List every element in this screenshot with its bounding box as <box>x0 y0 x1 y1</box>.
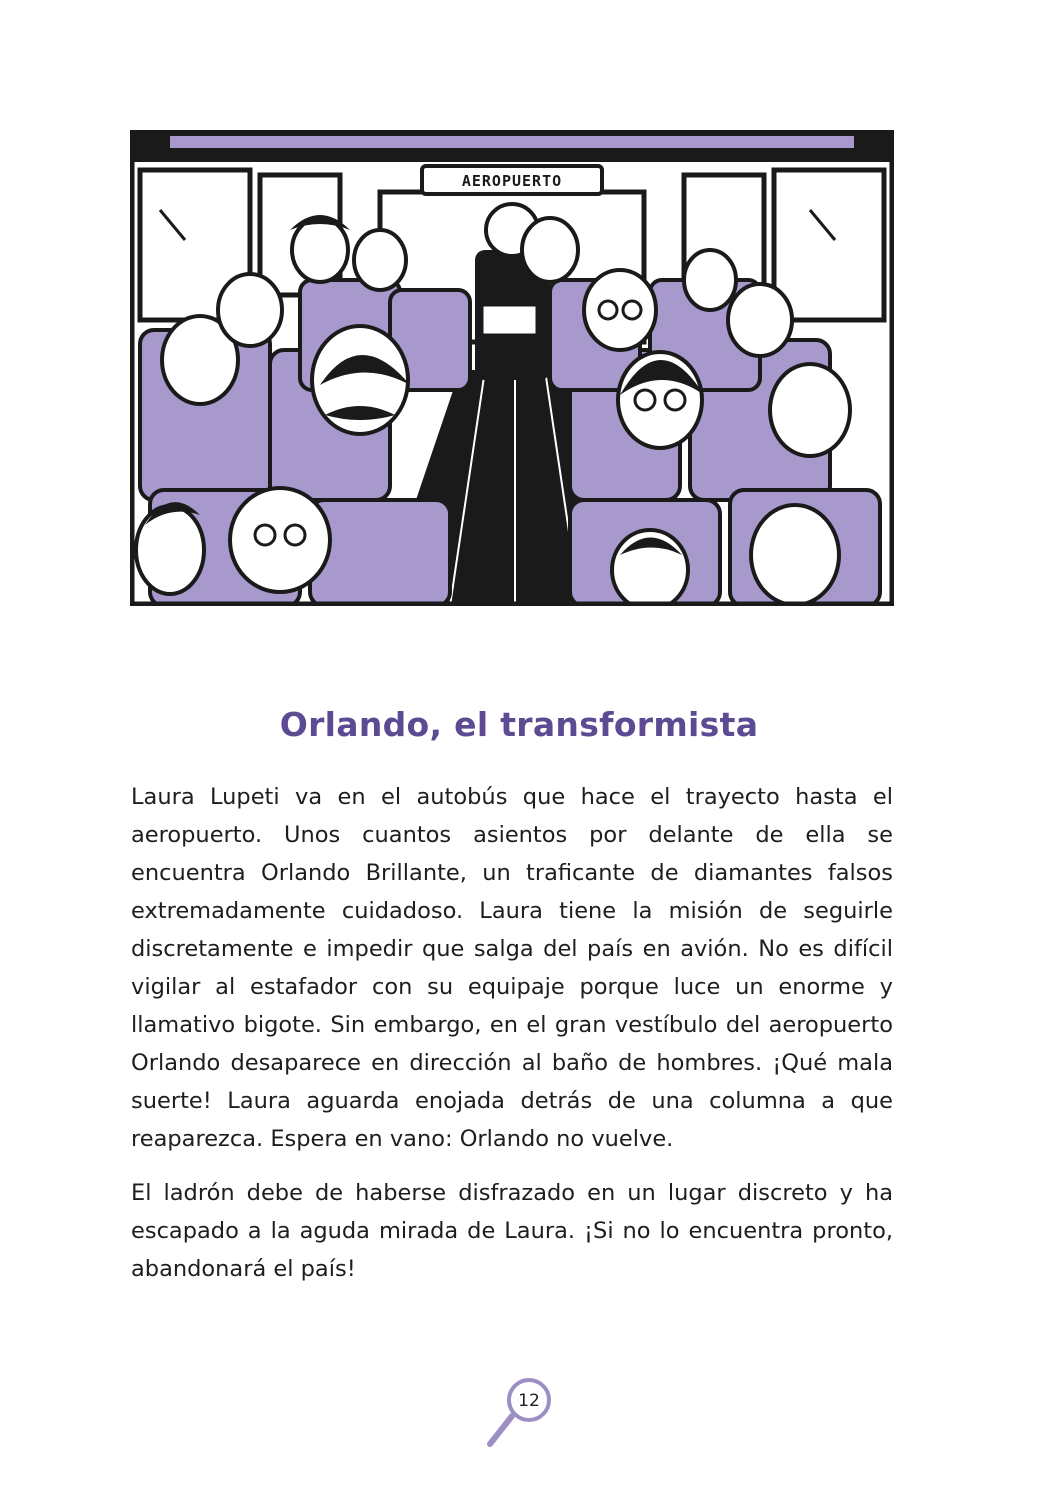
page-number: 12 <box>518 1391 540 1411</box>
aeropuerto-sign: AEROPUERTO <box>461 172 563 190</box>
page-number-badge <box>482 1378 552 1450</box>
story-body <box>131 778 893 1304</box>
paragraph: El ladrón debe de haberse disfrazado en un lugar discreto y ha escapado a la aguda mirada de Laura. ¡Si no lo encuentra pronto, abandonará el país! <box>131 1180 893 1282</box>
bus-illustration <box>130 130 894 606</box>
magnifier-icon <box>482 1378 552 1450</box>
paragraph: Laura Lupeti va en el autobús que hace el trayecto hasta el aeropuerto. Unos cuantos asientos por delante de ella se encuentra Orlando Brillante, un traficante de diamantes falsos extremadamente cuidadoso. Laura tiene la misión de seguirle discretamente e impedir que salga del país en avión. No es difícil vigilar al estafador con su equipaje porque luce un enorme y llamativo bigote. Sin embargo, en el gran vestíbulo del aeropuerto Orlando desaparece en dirección al baño de hombres. ¡Qué mala suerte! Laura aguarda enojada detrás de una columna a que reaparezca. Espera en vano: Orlando no vuelve. <box>131 784 893 1152</box>
story-title: Orlando, el transformista <box>279 705 759 745</box>
